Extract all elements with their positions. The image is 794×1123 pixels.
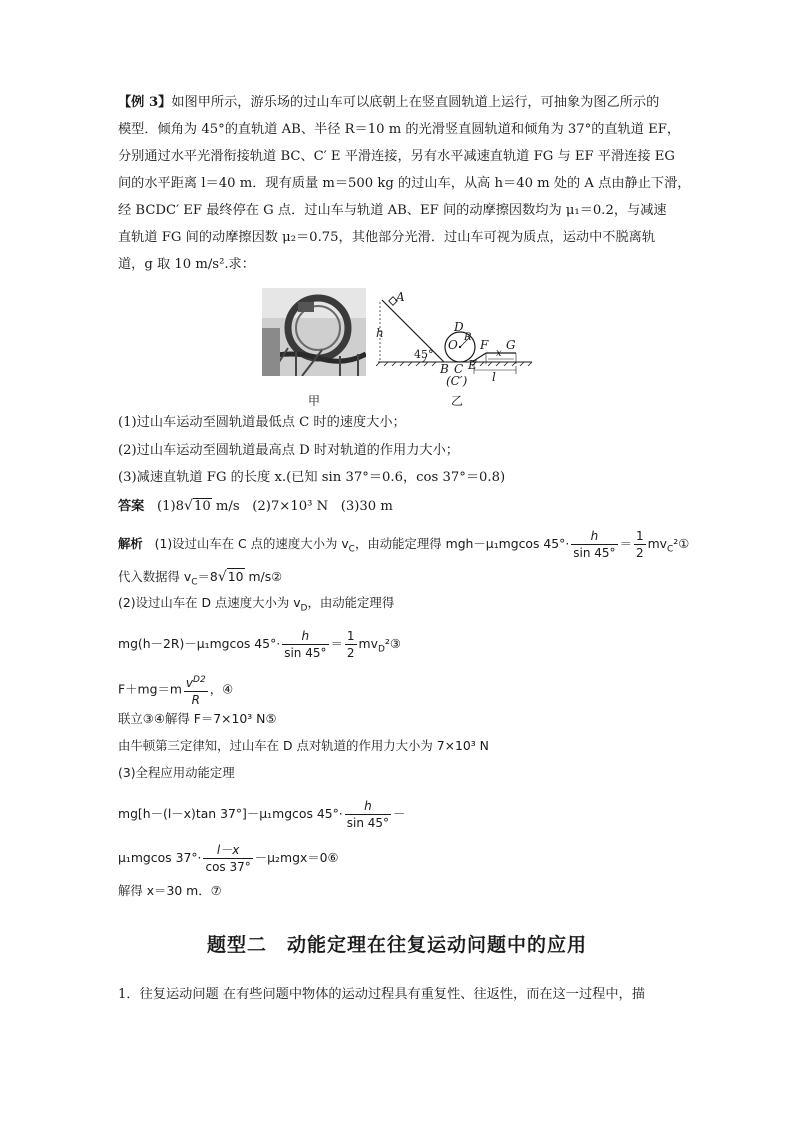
solution-step-7: mg[h－(l－x)tan 37°]－μ₁mgcos 45°· $\frac{h}{\sin 45^\circ}$ －	[118, 799, 406, 830]
fraction-vd2-over-r: $\frac{v^{D2}}{R}$	[184, 672, 208, 708]
fraction-h-over-sin45: $\frac{h}{\sin 45^\circ}$	[573, 529, 616, 560]
solution-step-9: 解得 x＝30 m．⑦	[118, 883, 222, 898]
example-line-4: 间的水平距离 l＝40 m．现有质量 m＝500 kg 的过山车，从高 h＝40 m 处的 A 点由静止下滑，	[118, 176, 691, 191]
answer-line	[118, 495, 393, 518]
label-e: E	[468, 358, 477, 372]
section-title: 题型二 动能定理在往复运动问题中的应用	[206, 934, 587, 956]
solution-label: 解析	[118, 536, 143, 551]
label-g: G	[506, 338, 516, 352]
solution-step-8: μ₁mgcos 37°· $\frac{l-x}{\cos 37^\circ}$ －μ₂mgx＝0⑥	[118, 843, 339, 874]
example-label: 【例 3】	[118, 95, 172, 110]
solution-step-2-equation: mg(h－2R)－μ₁mgcos 45°· $\frac{h}{\sin 45^\circ}$ ＝ $\frac{1}{2}$ $mv_D^2③$	[118, 629, 401, 660]
solution-step-2: (2)设过山车在 D 点速度大小为 $v_D$，由动能定理得	[118, 595, 395, 614]
track-diagram	[376, 290, 536, 386]
question-1: (1)过山车运动至圆轨道最低点 C 时的速度大小；	[118, 415, 406, 430]
fraction-one-half-2: $\frac{1}{2}$	[346, 629, 355, 660]
label-r: R	[464, 332, 472, 343]
solution-step-4: 联立③④解得 F＝7×10³ N⑤	[118, 711, 277, 726]
example-line-3: 分别通过水平光滑衔接轨道 BC、C′ E 平滑连接，另有水平减速直轨道 FG 与 EF 平滑连接 EG	[118, 149, 675, 164]
label-o: O	[448, 338, 458, 352]
label-l: l	[492, 370, 496, 384]
roller-coaster-illustration	[262, 288, 366, 376]
label-a: A	[396, 290, 405, 304]
label-c: C	[454, 362, 464, 376]
label-angle45: 45°	[414, 348, 434, 361]
answer-3: (3)30 m	[340, 499, 393, 514]
fraction-h-over-sin45-2: $\frac{h}{\sin 45^\circ}$	[284, 629, 327, 660]
caption-jia: 甲	[308, 394, 321, 408]
solution-step-6: (3)全程应用动能定理	[118, 765, 235, 780]
label-f: F	[480, 338, 489, 352]
fraction-l-minus-x-over-cos37: $\frac{l-x}{\cos 37^\circ}$	[205, 843, 251, 874]
example-line-2: 模型．倾角为 45°的直轨道 AB、半径 R＝10 m 的光滑竖直圆轨道和倾角为 37°的直轨道 EF，	[118, 122, 681, 137]
example-line-1: 【例 3】如图甲所示，游乐场的过山车可以底朝上在竖直圆轨道上运行，可抽象为图乙所示的	[118, 95, 660, 110]
solution-step-1b: 代入数据得 $v_C=8√10$ m/s②	[118, 569, 283, 588]
answer-label: 答案	[118, 499, 145, 514]
label-c-prime: (C′)	[446, 374, 468, 388]
question-2: (2)过山车运动至圆轨道最高点 D 时对轨道的作用力大小；	[118, 443, 459, 458]
question-3: (3)减速直轨道 FG 的长度 x.(已知 sin 37°＝0.6，cos 37°＝0.8)	[118, 470, 506, 485]
fraction-one-half: $\frac{1}{2}$	[635, 529, 644, 560]
intro-paragraph: 1．往复运动问题 在有些问题中物体的运动过程具有重复性、往返性，而在这一过程中，描	[118, 987, 645, 1002]
answer-1: (1)8√10 m/s	[156, 498, 240, 514]
answer-2: (2)7×10³ N	[252, 499, 329, 514]
roller-coaster-photo	[262, 288, 366, 376]
label-b: B	[440, 362, 449, 376]
label-x: x	[496, 348, 502, 359]
solution-step-1: 解析 (1)设过山车在 C 点的速度大小为 $v_C$，由动能定理得 mgh－μ₁mgcos 45°· $\frac{h}{\sin 45^\circ}$ ＝ $\frac{1}{2}$ $mv_C^2①$	[118, 529, 690, 560]
label-h: h	[376, 326, 384, 340]
example-line-6: 直轨道 FG 间的动摩擦因数 μ₂＝0.75，其他部分光滑．过山车可视为质点，运动中不脱离轨	[118, 230, 656, 245]
solution-step-5: 由牛顿第三定律知，过山车在 D 点对轨道的作用力大小为 7×10³ N	[118, 738, 489, 753]
solution-step-3-equation: F＋mg＝m $\frac{v^{D2}}{R}$ ，④	[118, 672, 233, 708]
example-line-7: 道，g 取 10 m/s².求：	[118, 257, 255, 272]
label-d: D	[454, 320, 464, 334]
caption-yi: 乙	[451, 394, 464, 408]
fraction-h-over-sin45-3: $\frac{h}{\sin 45^\circ}$	[346, 799, 390, 830]
example-line-5: 经 BCDC′ EF 最终停在 G 点．过山车与轨道 AB、EF 间的动摩擦因数均为 μ₁＝0.2，与减速	[118, 203, 667, 218]
